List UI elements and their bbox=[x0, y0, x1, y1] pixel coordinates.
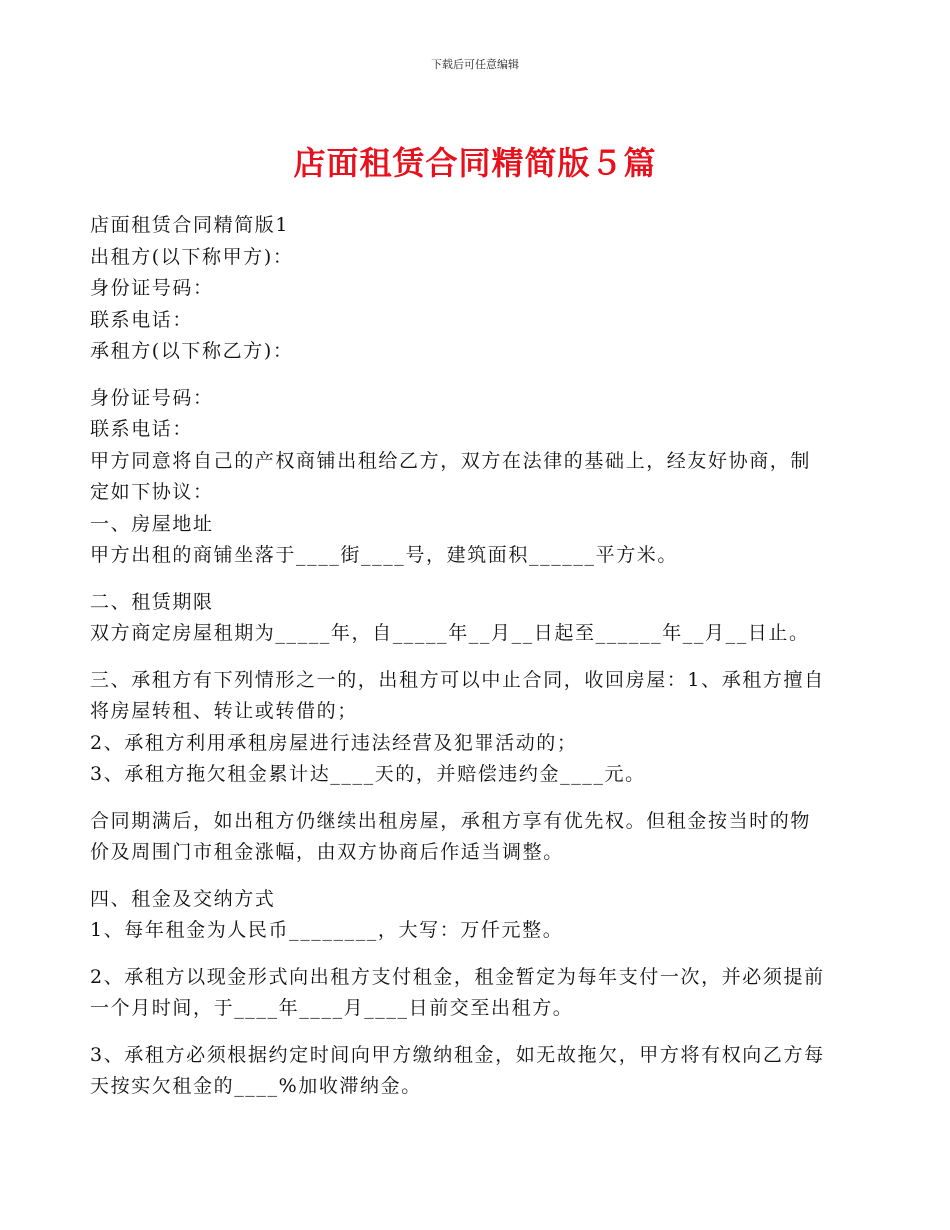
clause-text: 三、承租方有下列情形之一的，出租方可以中止合同，收回房屋：1、承租方擅自 bbox=[90, 668, 825, 691]
clause-heading: 一、房屋地址 bbox=[90, 512, 214, 535]
lessee-id-label: 身份证号码： bbox=[90, 386, 214, 409]
clause-text: 3、承租方必须根据约定时间向甲方缴纳租金，如无故拖欠，甲方将有权向乙方每 bbox=[90, 1043, 825, 1066]
clause-text: 1、每年租金为人民币________，大写：万仟元整。 bbox=[90, 919, 564, 941]
lessee-label: 承租方(以下称乙方)： bbox=[90, 340, 294, 362]
clause-text: 2、承租方以现金形式向出租方支付租金，租金暂定为每年支付一次，并必须提前 bbox=[90, 965, 825, 988]
spacer bbox=[90, 1025, 865, 1040]
lessor-label: 出租方(以下称甲方)： bbox=[90, 245, 294, 268]
section-heading: 店面租赁合同精简版1 bbox=[90, 214, 290, 236]
spacer bbox=[90, 869, 865, 884]
clause-text: 甲方出租的商铺坐落于____街____号，建筑面积______平方米。 bbox=[90, 544, 679, 566]
clause-text: 3、承租方拖欠租金累计达____天的，并赔偿违约金____元。 bbox=[90, 763, 646, 785]
page-header-note: 下载后可任意编辑 bbox=[431, 58, 519, 71]
lessor-id-label: 身份证号码： bbox=[90, 277, 214, 299]
spacer bbox=[90, 368, 865, 383]
clause-text: 合同期满后，如出租方仍继续出租房屋，承租方享有优先权。但租金按当时的物 bbox=[90, 809, 812, 832]
clause-text: 价及周围门市租金涨幅，由双方协商后作适当调整。 bbox=[90, 841, 564, 863]
clause-heading: 二、租赁期限 bbox=[90, 590, 214, 613]
spacer bbox=[90, 947, 865, 962]
clause-text: 一个月时间，于____年____月____日前交至出租方。 bbox=[90, 997, 574, 1019]
intro-paragraph-line: 甲方同意将自己的产权商铺出租给乙方，双方在法律的基础上，经友好协商，制 bbox=[90, 449, 812, 472]
spacer bbox=[90, 791, 865, 806]
clause-heading: 四、租金及交纳方式 bbox=[90, 887, 276, 910]
document-body bbox=[90, 210, 865, 1103]
lessee-phone-label: 联系电话： bbox=[90, 418, 194, 440]
spacer bbox=[90, 572, 865, 587]
clause-text: 将房屋转租、转让或转借的； bbox=[90, 700, 358, 722]
clause-text: 2、承租方利用承租房屋进行违法经营及犯罪活动的； bbox=[90, 731, 578, 754]
document-title: 店面租赁合同精简版５篇 bbox=[293, 144, 657, 182]
clause-text: 双方商定房屋租期为_____年，自_____年__月__日起至______年__月__日止。 bbox=[90, 622, 810, 644]
intro-paragraph-line: 定如下协议： bbox=[90, 481, 214, 503]
spacer bbox=[90, 650, 865, 665]
clause-text: 天按实欠租金的____%加收滞纳金。 bbox=[90, 1075, 422, 1097]
lessor-phone-label: 联系电话： bbox=[90, 308, 194, 331]
